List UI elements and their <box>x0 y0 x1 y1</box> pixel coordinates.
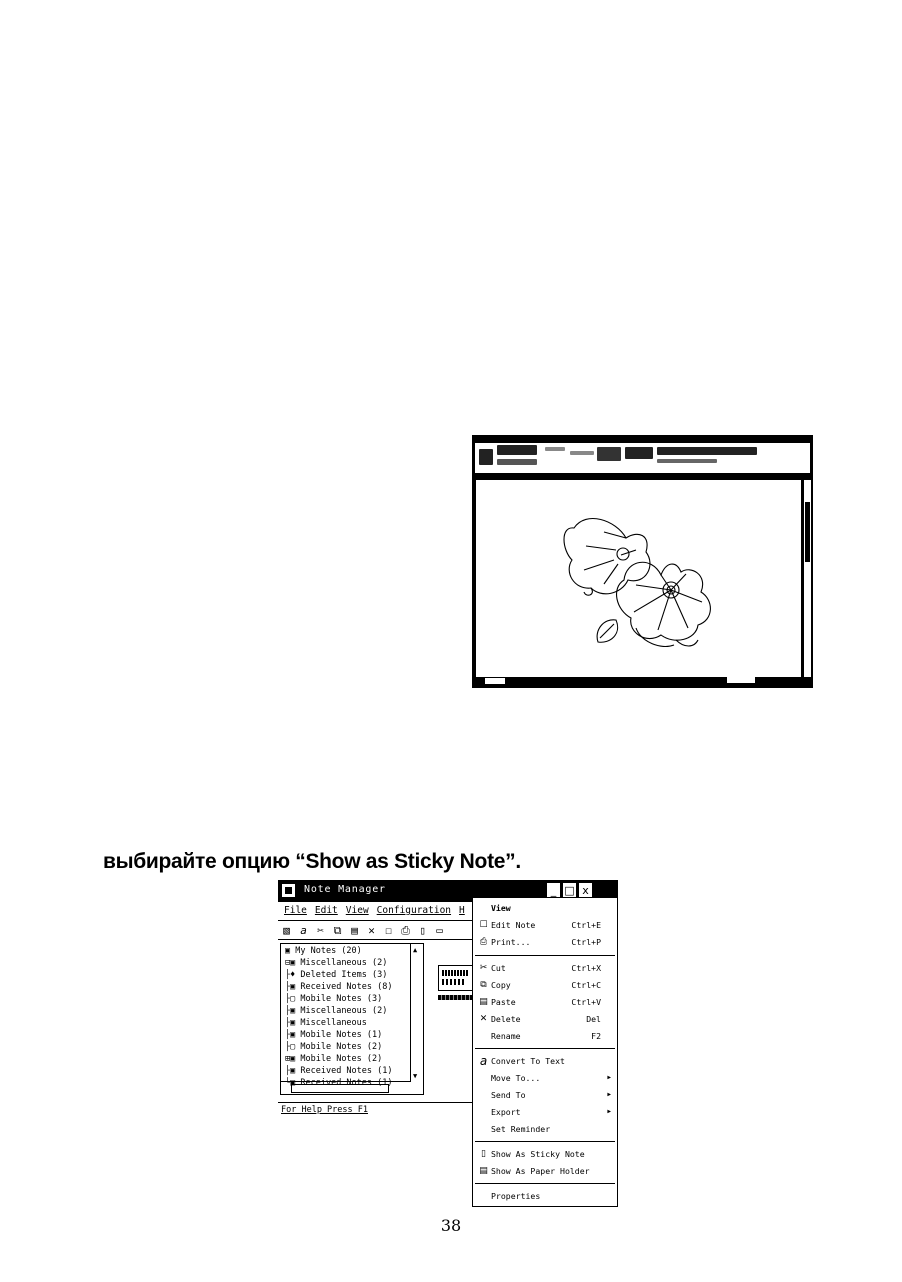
edit-note-icon: ☐ <box>479 920 488 930</box>
note-preview-pane <box>426 943 474 1095</box>
cut-icon[interactable]: ✂ <box>317 924 324 937</box>
submenu-arrow-icon: ▶ <box>607 1091 611 1098</box>
copy-icon[interactable]: ⧉ <box>333 924 342 937</box>
paste-tool-icon <box>479 449 493 465</box>
status-text: For Help Press F1 <box>281 1105 368 1115</box>
cut-icon: ✂ <box>479 963 488 973</box>
submenu-arrow-icon: ▶ <box>607 1074 611 1081</box>
menu-item-print[interactable]: ⎙ Print... Ctrl+P <box>473 934 617 950</box>
instruction-text: выбирайте опцию “Show as Sticky Note”. <box>103 850 521 873</box>
menu-item-copy[interactable]: ⧉ Copy Ctrl+C <box>473 977 617 993</box>
menu-separator <box>475 1183 615 1184</box>
delete-icon[interactable]: ✕ <box>368 924 375 937</box>
print-icon[interactable]: ⎙ <box>401 924 410 937</box>
paint-app-screenshot <box>472 435 813 688</box>
tree-item[interactable]: ├▣ Miscellaneous (2) <box>285 1006 388 1016</box>
paint-statusbar <box>475 677 810 685</box>
paint-ribbon <box>475 443 810 473</box>
menu-item-paste[interactable]: ▤ Paste Ctrl+V <box>473 994 617 1010</box>
new-note-icon[interactable]: ▧ <box>283 924 290 937</box>
menu-view[interactable]: View <box>345 905 369 916</box>
tree-item[interactable]: ⊞▣ Mobile Notes (2) <box>285 1054 383 1064</box>
tree-item[interactable]: ├▢ Mobile Notes (3) <box>285 994 383 1004</box>
copy-icon: ⧉ <box>480 980 487 990</box>
context-menu <box>472 897 618 1207</box>
size-color-icon <box>625 447 653 459</box>
tree-horizontal-scrollbar[interactable] <box>281 1081 411 1094</box>
status-segment <box>485 678 505 684</box>
edit-colors-icon <box>657 459 717 463</box>
tree-item[interactable]: ├▣ Received Notes (1) <box>285 1066 393 1076</box>
menu-item-move-to[interactable]: Move To... ▶ <box>473 1070 617 1086</box>
delete-icon: ✕ <box>479 1014 488 1024</box>
menu-separator <box>475 955 615 956</box>
paper-holder-icon: ▤ <box>479 1166 488 1176</box>
menu-item-cut[interactable]: ✂ Cut Ctrl+X <box>473 960 617 976</box>
tree-vertical-scrollbar[interactable] <box>410 944 423 1082</box>
menu-file[interactable]: File <box>284 905 307 916</box>
toolbar <box>278 920 474 940</box>
print-icon: ⎙ <box>479 937 488 947</box>
color-palette-icon <box>657 447 757 455</box>
shapes-group-icon <box>597 447 621 461</box>
convert-text-icon: a <box>479 1054 488 1068</box>
menu-separator <box>475 1141 615 1142</box>
sticky-icon[interactable]: ☐ <box>385 924 392 937</box>
page-number: 38 <box>440 1216 462 1235</box>
tree-item[interactable]: ├▣ Miscellaneous <box>285 1018 367 1028</box>
brushes-group-icon <box>570 451 594 455</box>
menu-configuration[interactable]: Configuration <box>376 905 452 916</box>
scrollbar-thumb[interactable] <box>291 1084 389 1093</box>
menu-item-convert-to-text[interactable]: a Convert To Text <box>479 1054 565 1068</box>
tree-item[interactable]: ├▣ Mobile Notes (1) <box>285 1030 383 1040</box>
menu-item-rename[interactable]: Rename F2 <box>491 1031 601 1041</box>
menu-help[interactable]: H <box>459 905 465 916</box>
menu-item-show-as-sticky-note[interactable]: ▯ Show As Sticky Note <box>473 1146 617 1162</box>
close-button[interactable]: x <box>578 882 593 899</box>
clipboard-group-icon <box>497 445 537 455</box>
page-icon[interactable]: ▯ <box>419 924 426 937</box>
zoom-box[interactable] <box>727 675 755 683</box>
menu-item-view[interactable]: View <box>491 903 511 913</box>
flower-drawing <box>476 480 801 677</box>
note-caption-bar <box>438 995 472 1000</box>
menu-item-edit-note[interactable]: ☐ Edit Note Ctrl+E <box>473 917 617 933</box>
menu-item-export[interactable]: Export ▶ <box>473 1104 617 1120</box>
tree-item[interactable]: ├▢ Mobile Notes (2) <box>285 1042 383 1052</box>
menu-bar <box>278 902 474 920</box>
tree-item[interactable]: ├♦ Deleted Items (3) <box>285 970 388 980</box>
minimize-button[interactable]: _ <box>546 882 561 899</box>
scroll-up-icon[interactable]: ▲ <box>413 946 418 954</box>
menu-item-set-reminder[interactable]: Set Reminder <box>491 1124 551 1134</box>
page2-icon[interactable]: ▭ <box>436 924 443 937</box>
convert-text-icon[interactable]: a <box>300 924 307 937</box>
sticky-note-icon: ▯ <box>481 1149 486 1159</box>
menu-item-properties[interactable]: Properties <box>491 1191 541 1201</box>
paste-icon: ▤ <box>479 997 488 1007</box>
tree-item[interactable]: └▣ Received Notes (1) <box>285 1078 393 1088</box>
tools-group-icon <box>545 447 565 451</box>
menu-separator <box>475 1048 615 1049</box>
tree-item[interactable]: ├▣ Received Notes (8) <box>285 982 393 992</box>
note-thumbnail[interactable] <box>438 965 474 991</box>
note-manager-app-icon <box>282 884 295 897</box>
drawing-canvas[interactable] <box>475 480 801 677</box>
maximize-button[interactable]: □ <box>562 882 577 899</box>
scroll-down-icon[interactable]: ▼ <box>413 1072 418 1080</box>
notes-tree[interactable] <box>280 943 424 1095</box>
submenu-arrow-icon: ▶ <box>607 1108 611 1115</box>
image-group-icon <box>497 459 537 465</box>
tree-item[interactable]: ⊟▣ Miscellaneous (2) <box>285 958 388 968</box>
tree-item[interactable]: ▣ My Notes (20) <box>285 946 362 956</box>
status-bar <box>278 1102 474 1117</box>
paste-icon[interactable]: ▤ <box>351 924 358 937</box>
menu-item-show-as-paper-holder[interactable]: ▤ Show As Paper Holder <box>473 1163 617 1179</box>
menu-item-send-to[interactable]: Send To ▶ <box>473 1087 617 1103</box>
canvas-vertical-scrollbar[interactable] <box>804 480 811 677</box>
menu-edit[interactable]: Edit <box>314 905 338 916</box>
scrollbar-thumb[interactable] <box>805 502 810 562</box>
window-title: Note Manager <box>304 884 386 895</box>
menu-item-delete[interactable]: ✕ Delete Del <box>473 1011 617 1027</box>
